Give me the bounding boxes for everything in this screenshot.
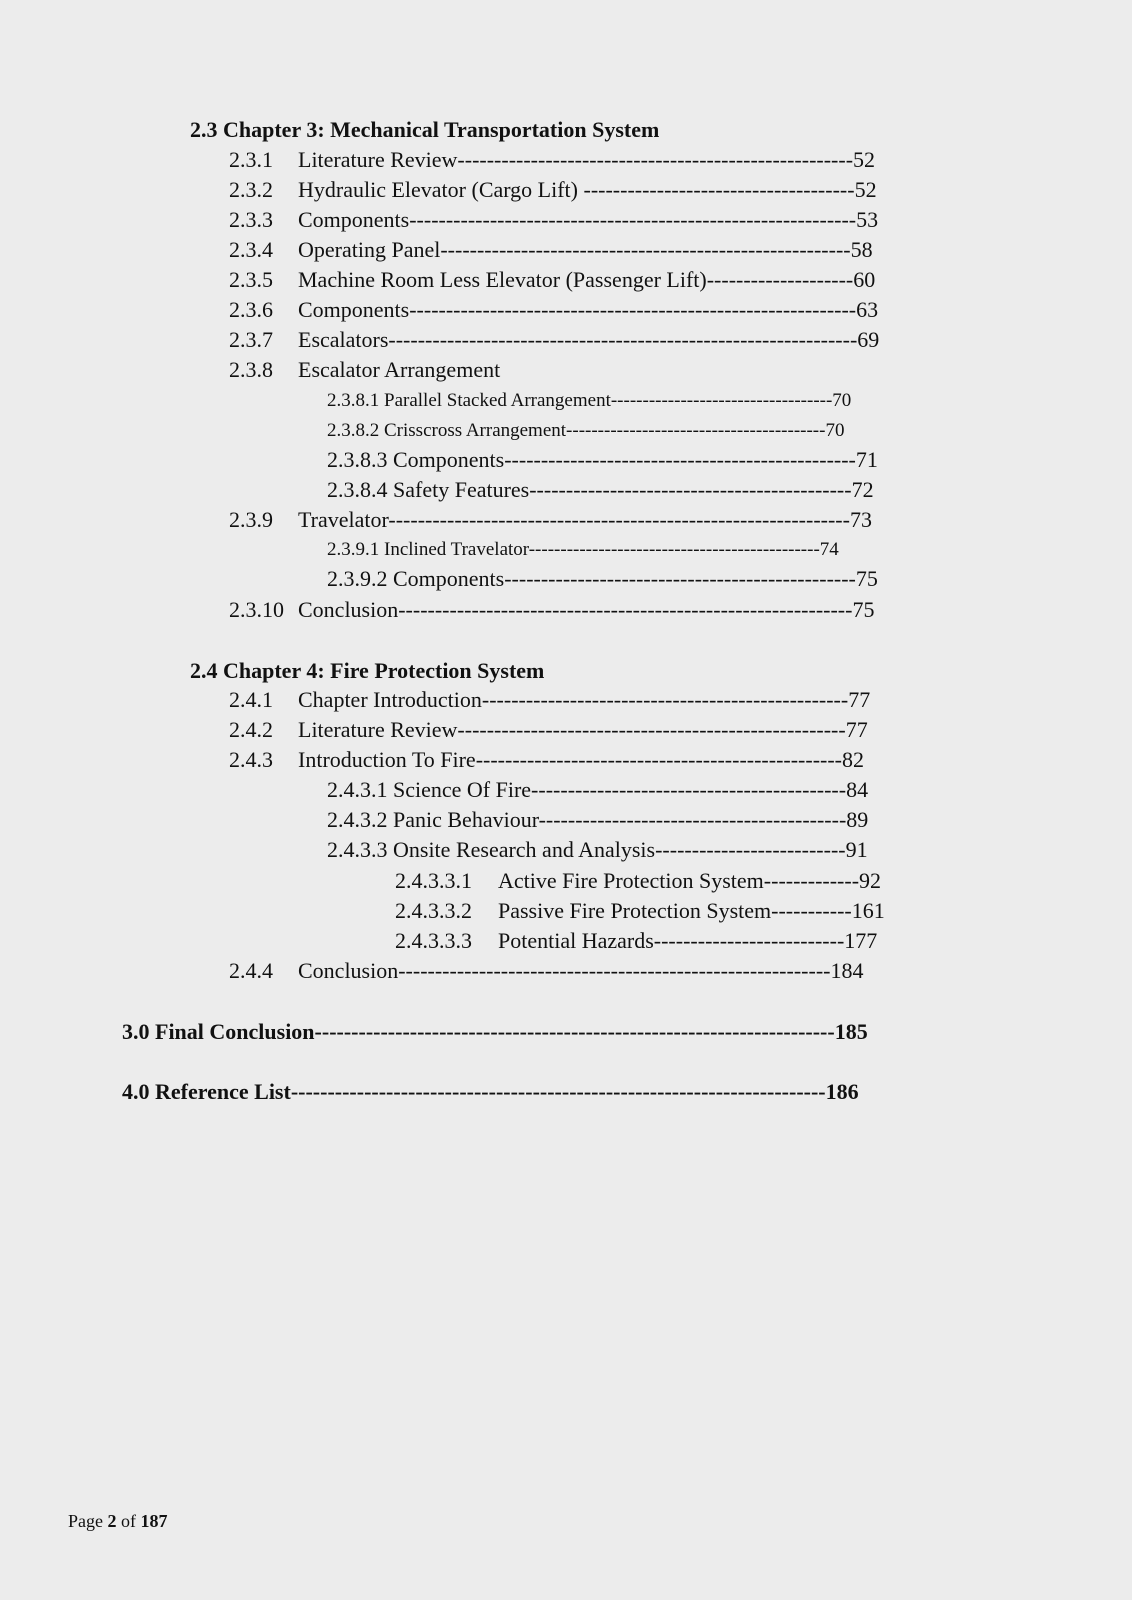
toc-entry: 2.3.1 Literature Review------------------------------------------------------52 — [229, 147, 876, 172]
toc-entry: 2.3.9 Travelator---------------------------------------------------------------73 — [229, 507, 872, 532]
toc-entry: 2.3.6 Components-------------------------------------------------------------63 — [229, 297, 879, 322]
toc-subentry: 2.3.8.2 Crisscross Arrangement-----------------------------------------70 — [327, 420, 845, 441]
footer-prefix: Page — [68, 1511, 103, 1531]
toc-subentry: 2.4.3.3 Onsite Research and Analysis--------------------------91 — [327, 837, 868, 862]
toc-entry: 2.3.4 Operating Panel--------------------------------------------------------58 — [229, 237, 873, 262]
toc-entry: 2.3.10 Conclusion--------------------------------------------------------------75 — [229, 597, 875, 622]
toc-subentry: 2.3.8.1 Parallel Stacked Arrangement-----------------------------------70 — [327, 390, 852, 411]
toc-entry: 2.3.5 Machine Room Less Elevator (Passenger Lift)--------------------60 — [229, 267, 876, 292]
toc-entry: 2.3.3 Components-------------------------------------------------------------53 — [229, 207, 879, 232]
toc-subsubentry: 2.4.3.3.3 Potential Hazards--------------------------177 — [395, 928, 878, 953]
footer-of: of — [121, 1511, 136, 1531]
toc-section-reference-list: 4.0 Reference List-------------------------------------------------------------------------186 — [122, 1079, 859, 1104]
toc-entry: 2.3.2 Hydraulic Elevator (Cargo Lift) -------------------------------------52 — [229, 177, 877, 202]
toc-subsubentry: 2.4.3.3.2 Passive Fire Protection System-----------161 — [395, 898, 885, 923]
toc-entry: 2.4.2 Literature Review-----------------------------------------------------77 — [229, 717, 868, 742]
toc-section-final-conclusion: 3.0 Final Conclusion-----------------------------------------------------------------------185 — [122, 1019, 868, 1044]
toc-entry: 2.3.8 Escalator Arrangement — [229, 357, 501, 382]
toc-subentry: 2.3.8.4 Safety Features--------------------------------------------72 — [327, 477, 874, 502]
toc-subentry: 2.4.3.1 Science Of Fire-------------------------------------------84 — [327, 777, 869, 802]
toc-subentry: 2.3.9.2 Components------------------------------------------------75 — [327, 566, 878, 591]
toc-subsubentry: 2.4.3.3.1 Active Fire Protection System-------------92 — [395, 868, 882, 893]
toc-chapter-heading: 2.4 Chapter 4: Fire Protection System — [190, 658, 545, 683]
page-number-footer — [68, 1509, 168, 1533]
toc-subentry: 2.4.3.2 Panic Behaviour------------------------------------------89 — [327, 807, 869, 832]
toc-entry: 2.4.3 Introduction To Fire--------------------------------------------------82 — [229, 747, 865, 772]
toc-subentry: 2.3.8.3 Components------------------------------------------------71 — [327, 447, 878, 472]
toc-entry: 2.4.4 Conclusion-----------------------------------------------------------184 — [229, 958, 864, 983]
toc-chapter-heading: 2.3 Chapter 3: Mechanical Transportation System — [190, 117, 660, 142]
toc-entry: 2.3.7 Escalators----------------------------------------------------------------69 — [229, 327, 880, 352]
toc-subentry: 2.3.9.1 Inclined Travelator----------------------------------------------74 — [327, 539, 839, 560]
toc-entry: 2.4.1 Chapter Introduction--------------------------------------------------77 — [229, 687, 871, 712]
footer-current-page: 2 — [107, 1511, 117, 1531]
footer-total-pages: 187 — [140, 1511, 168, 1531]
